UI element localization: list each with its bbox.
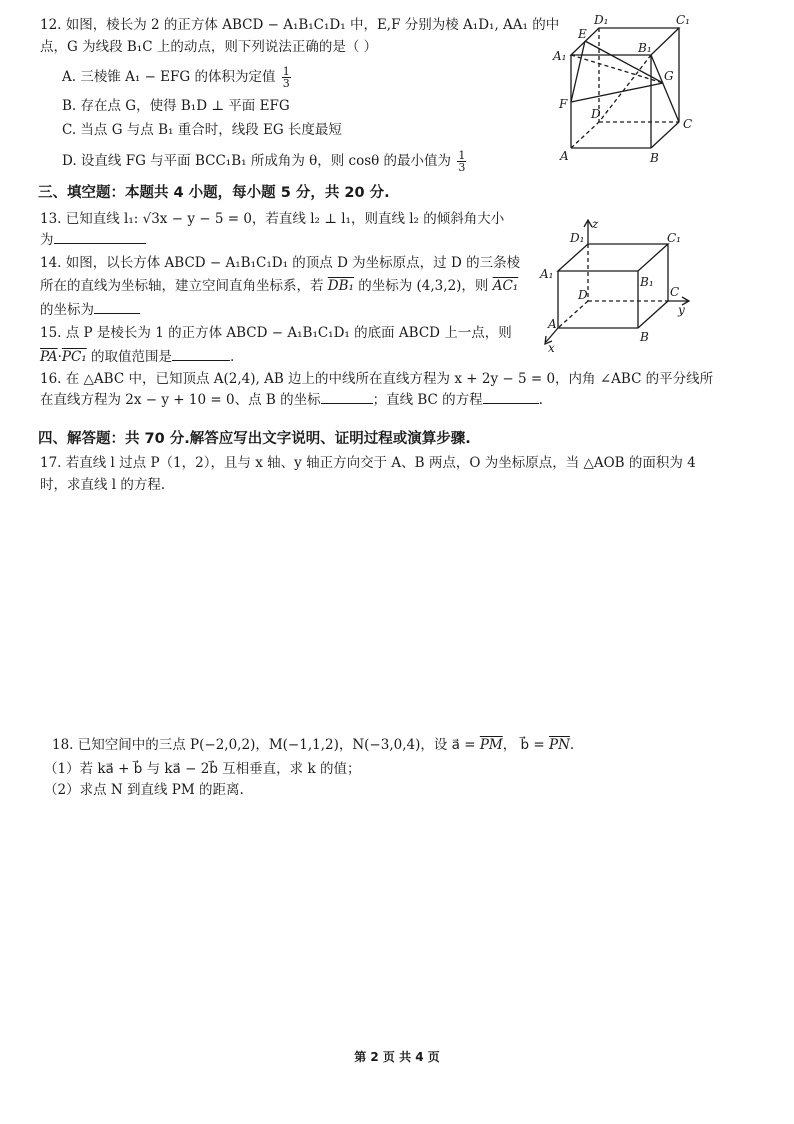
q12-option-a-text: A. 三棱锥 A₁ − EFG 的体积为定值 bbox=[62, 69, 276, 85]
q16-line2-b: ；直线 BC 的方程 bbox=[372, 392, 483, 408]
q14-line2-pre: 所在的直线为坐标轴，建立空间直角坐标系，若 bbox=[40, 278, 328, 294]
q15-answer-blank[interactable] bbox=[172, 348, 230, 361]
q16-answer-blank-1[interactable] bbox=[321, 391, 373, 404]
q14-line3 bbox=[40, 301, 140, 319]
vector-db1: DB₁ bbox=[327, 278, 354, 294]
cube-edge-bc bbox=[651, 122, 679, 148]
label-a1: A₁ bbox=[553, 49, 567, 63]
vector-pm: $\overline{PM}$ bbox=[479, 737, 503, 753]
q12-cube-figure bbox=[548, 10, 708, 170]
fraction-numerator: 1 bbox=[282, 65, 290, 78]
segment-fg bbox=[571, 83, 663, 102]
label-d: D bbox=[591, 107, 601, 121]
vector-ac1: AC₁ bbox=[492, 278, 519, 294]
q18-line1 bbox=[52, 736, 574, 754]
label-a1: A₁ bbox=[540, 267, 554, 281]
q15-line2 bbox=[40, 348, 234, 366]
label-c: C bbox=[683, 117, 693, 131]
box-edge-da bbox=[558, 301, 588, 328]
label-d1: D₁ bbox=[570, 231, 585, 245]
q17-line2: 时，求直线 l 的方程. bbox=[40, 477, 166, 493]
label-z: z bbox=[592, 217, 599, 231]
q12-option-a bbox=[62, 66, 291, 89]
section4-heading: 四、解答题：共 70 分.解答应写出文字说明、证明过程或演算步骤. bbox=[38, 431, 471, 447]
vector-pn: $\overline{PN}$ bbox=[549, 737, 570, 753]
cube-edge-ad bbox=[571, 122, 599, 148]
label-c1: C₁ bbox=[676, 13, 690, 27]
label-g: G bbox=[664, 69, 674, 83]
q15-end-period: . bbox=[230, 349, 235, 365]
q18-part1: （1）若 ka⃗ + b⃗ 与 ka⃗ − 2b⃗ 互相垂直，求 k 的值； bbox=[44, 761, 361, 777]
q12-option-d-fraction bbox=[457, 150, 466, 173]
q12-option-b: B. 存在点 G，使得 B₁D ⊥ 平面 EFG bbox=[62, 98, 290, 114]
q18-line1-end: . bbox=[569, 737, 575, 753]
q15-line1: 15. 点 P 是棱长为 1 的正方体 ABCD − A₁B₁C₁D₁ 的底面 ABCD 上一点，则 bbox=[40, 325, 512, 341]
label-y: y bbox=[678, 303, 685, 317]
q13-line2-text: 为 bbox=[40, 232, 54, 248]
fraction-denominator: 3 bbox=[458, 161, 466, 174]
q12-option-d-text: D. 设直线 FG 与平面 BCC₁B₁ 所成角为 θ，则 cosθ 的最小值为 bbox=[62, 153, 452, 169]
q12-option-a-fraction bbox=[282, 66, 291, 89]
q18-part2: （2）求点 N 到直线 PM 的距离. bbox=[44, 782, 244, 798]
q13-answer-blank[interactable] bbox=[54, 231, 146, 244]
q16-line2 bbox=[40, 391, 543, 409]
segment-ef bbox=[571, 41, 585, 102]
q16-line2-a: 在直线方程为 2x − y + 10 = 0、点 B 的坐标 bbox=[40, 392, 321, 408]
q14-line2 bbox=[40, 277, 518, 295]
q16-end-period: . bbox=[538, 392, 543, 408]
segment-a1g bbox=[571, 55, 663, 83]
box-edge-bc bbox=[638, 301, 668, 328]
q16-answer-blank-2[interactable] bbox=[483, 391, 539, 404]
q14-answer-blank[interactable] bbox=[94, 301, 140, 314]
label-c1: C₁ bbox=[667, 231, 681, 245]
label-d1: D₁ bbox=[594, 13, 609, 27]
fraction-denominator: 3 bbox=[282, 77, 290, 90]
label-d: D bbox=[578, 288, 588, 302]
q14-line3-text: 的坐标为 bbox=[40, 302, 94, 318]
page-footer: 第 2 页 共 4 页 bbox=[354, 1050, 440, 1064]
section3-heading: 三、填空题：本题共 4 小题，每小题 5 分，共 20 分. bbox=[38, 185, 390, 201]
q18-line1-pre: 18. 已知空间中的三点 P(−2,0,2)，M(−1,1,2)，N(−3,0,4)，设 a⃗ = bbox=[52, 737, 480, 753]
label-b1: B₁ bbox=[640, 275, 654, 289]
q17-line1: 17. 若直线 l 过点 P（1，2），且与 x 轴、y 轴正方向交于 A、B 两点，O 为坐标原点，当 △AOB 的面积为 4 bbox=[40, 455, 696, 471]
label-e: E bbox=[578, 27, 587, 41]
q16-line1: 16. 在 △ABC 中，已知顶点 A(2,4), AB 边上的中线所在直线方程为 x + 2y − 5 = 0，内角 ∠ABC 的平分线所 bbox=[40, 371, 714, 387]
label-b1: B₁ bbox=[638, 41, 652, 55]
q15-line2-text: 的取值范围是 bbox=[86, 349, 173, 365]
vector-pa: $\overline{PA}$ bbox=[40, 349, 58, 365]
q14-line2-mid: 的坐标为 (4,3,2)，则 bbox=[353, 278, 493, 294]
label-b: B bbox=[650, 151, 659, 165]
label-f: F bbox=[559, 97, 568, 111]
q14-line1: 14. 如图，以长方体 ABCD − A₁B₁C₁D₁ 的顶点 D 为坐标原点，过 D 的三条棱 bbox=[40, 255, 521, 271]
q13-line1: 13. 已知直线 l₁: √3x − y − 5 = 0，若直线 l₂ ⊥ l₁，则直线 l₂ 的倾斜角大小 bbox=[40, 211, 505, 227]
q12-stem-line2: 点，G 为线段 B₁C 上的动点，则下列说法正确的是（ ） bbox=[40, 39, 378, 55]
label-c: C bbox=[670, 285, 680, 299]
vector-pc1: PC₁ bbox=[61, 349, 87, 365]
q18-line1-mid: ， b⃗ = bbox=[502, 737, 550, 753]
segment-b1c bbox=[651, 55, 679, 122]
q13-line2 bbox=[40, 231, 146, 249]
q12-option-c: C. 当点 G 与点 B₁ 重合时，线段 EG 长度最短 bbox=[62, 122, 342, 138]
q12-option-d bbox=[62, 150, 466, 173]
q12-stem-line1: 12. 如图，棱长为 2 的正方体 ABCD − A₁B₁C₁D₁ 中，E,F 分别为棱 A₁D₁, AA₁ 的中 bbox=[40, 17, 560, 33]
label-x: x bbox=[548, 341, 555, 354]
label-a: A bbox=[560, 149, 569, 163]
segment-b1d bbox=[599, 55, 651, 122]
box-top-face bbox=[558, 244, 668, 271]
dot-operator: · bbox=[57, 349, 62, 365]
label-b: B bbox=[640, 330, 649, 344]
q14-box-figure bbox=[536, 216, 696, 354]
fraction-numerator: 1 bbox=[458, 149, 466, 162]
label-a: A bbox=[548, 317, 557, 331]
